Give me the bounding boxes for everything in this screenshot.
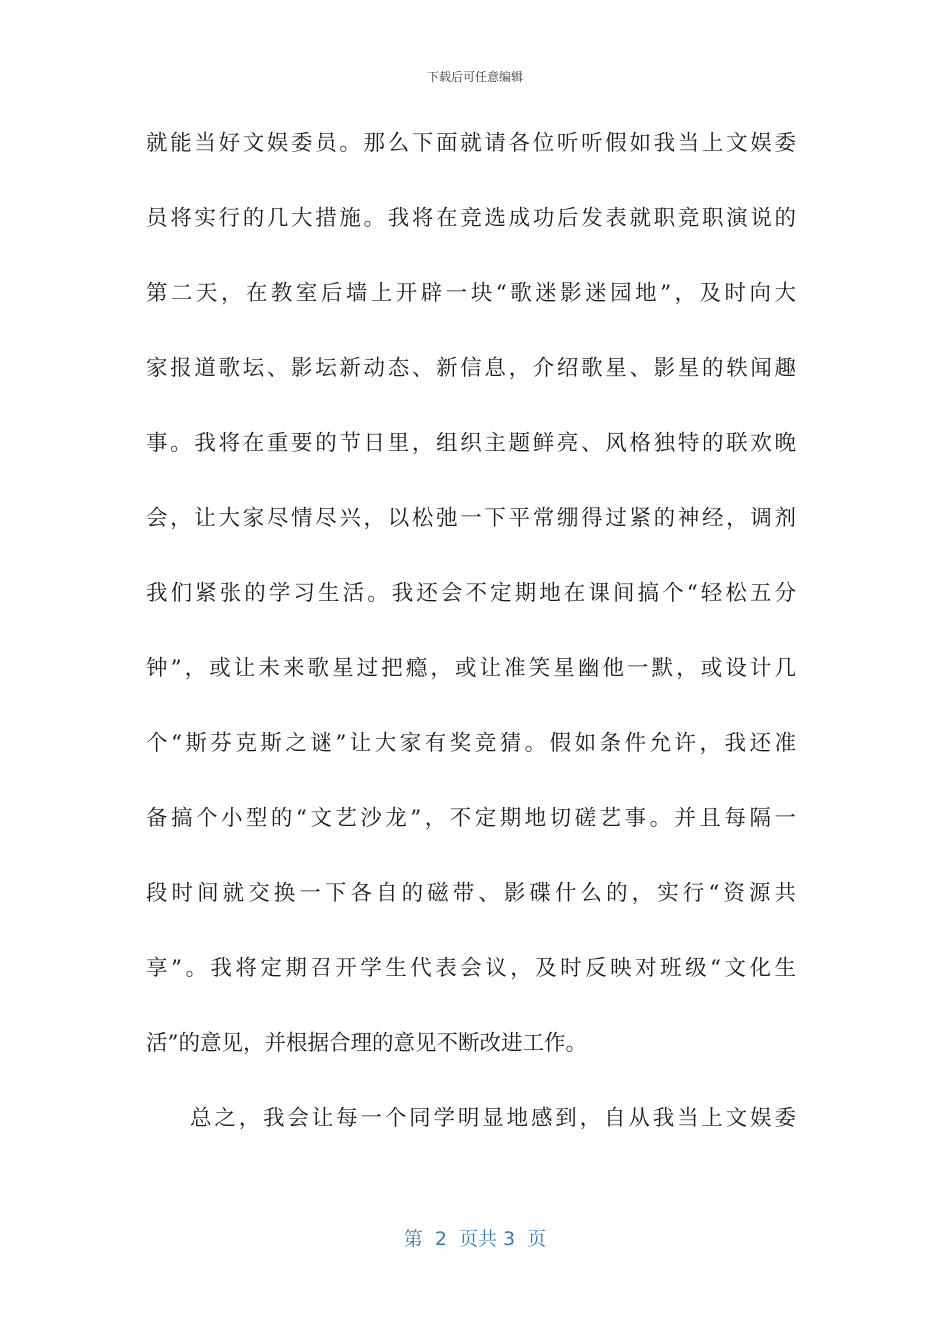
text-line-6: 会，让大家尽情尽兴，以松弛一下平常绷得过紧的神经，调剂 <box>146 506 796 531</box>
text-line-14: 总之，我会让每一个同学明显地感到，自从我当上文娱委 <box>190 1106 796 1131</box>
text-line-2: 员将实行的几大措施。我将在竞选成功后发表就职竞职演说的 <box>146 206 796 231</box>
text-line-9: 个“斯芬克斯之谜”让大家有奖竞猜。假如条件允许，我还准 <box>146 731 796 756</box>
text-line-7: 我们紧张的学习生活。我还会不定期地在课间搞个“轻松五分 <box>146 581 796 606</box>
text-line-12: 享”。我将定期召开学生代表会议，及时反映对班级“文化生 <box>146 956 796 981</box>
text-line-11: 段时间就交换一下各自的磁带、影碟什么的，实行“资源共 <box>146 881 796 906</box>
text-line-1: 就能当好文娱委员。那么下面就请各位听听假如我当上文娱委 <box>146 131 796 156</box>
text-line-10: 备搞个小型的“文艺沙龙”，不定期地切磋艺事。并且每隔一 <box>146 806 796 831</box>
text-line-5: 事。我将在重要的节日里，组织主题鲜亮、风格独特的联欢晚 <box>146 431 796 456</box>
text-line-3: 第二天，在教室后墙上开辟一块“歌迷影迷园地”，及时向大 <box>146 281 796 306</box>
page-number: 第 2 页共 3 页 <box>403 1228 547 1250</box>
text-line-4: 家报道歌坛、影坛新动态、新信息，介绍歌星、影星的轶闻趣 <box>146 356 796 381</box>
text-line-8: 钟”，或让未来歌星过把瘾，或让准笑星幽他一默，或设计几 <box>146 656 796 681</box>
body-text <box>146 120 796 1170</box>
text-line-13: 活”的意见，并根据合理的意见不断改进工作。 <box>146 1031 587 1056</box>
header-note: 下载后可任意编辑 <box>426 70 523 84</box>
